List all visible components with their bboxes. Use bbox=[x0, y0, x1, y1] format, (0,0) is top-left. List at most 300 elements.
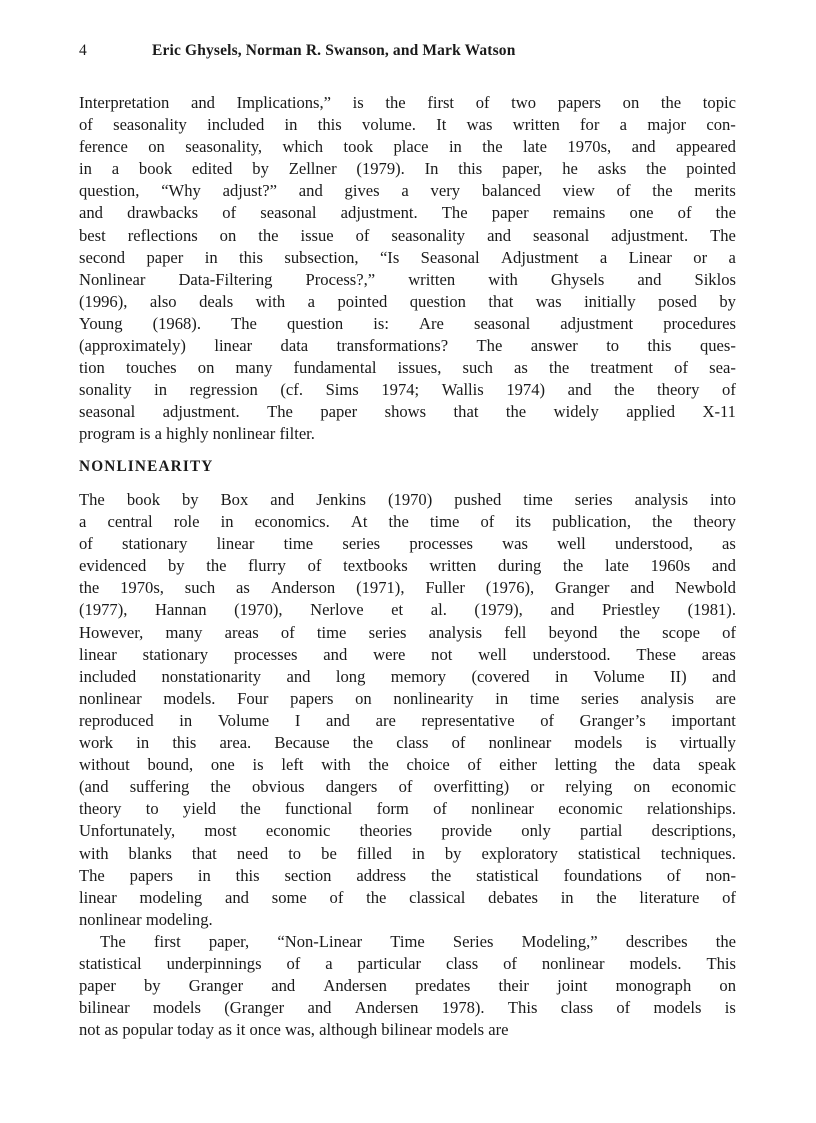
text-word: to bbox=[145, 799, 159, 819]
text-word: only bbox=[521, 821, 551, 841]
text-word: by bbox=[719, 291, 736, 311]
text-word: Volume bbox=[217, 710, 270, 730]
text-word: data bbox=[280, 336, 309, 356]
text-word: Because bbox=[274, 733, 330, 753]
text-word: publication, bbox=[552, 512, 632, 532]
text-word: modeling bbox=[139, 887, 203, 907]
text-word: the bbox=[385, 93, 406, 112]
paragraph-1 bbox=[79, 92, 736, 446]
text-word: models. bbox=[629, 953, 682, 973]
text-word: and bbox=[79, 203, 103, 223]
text-word: nonstationarity bbox=[161, 666, 262, 686]
text-word: a bbox=[401, 181, 409, 201]
text-word: the bbox=[646, 159, 667, 179]
text-word: form bbox=[376, 799, 409, 819]
text-word: The bbox=[79, 490, 105, 509]
text-word: 1970s, bbox=[120, 578, 164, 598]
text-word: of bbox=[677, 203, 692, 223]
text-word: to bbox=[606, 336, 620, 356]
text-word: time bbox=[429, 512, 460, 532]
text-word: nonlinear bbox=[471, 799, 534, 819]
text-word: was bbox=[502, 534, 528, 554]
text-word: of bbox=[467, 755, 482, 775]
text-word: with bbox=[488, 269, 518, 289]
text-word: and bbox=[298, 181, 323, 201]
text-word: areas bbox=[701, 644, 736, 664]
text-word: this bbox=[239, 247, 263, 267]
text-word: seasonal bbox=[473, 313, 531, 333]
text-word: series bbox=[574, 490, 613, 509]
text-word: Implications,” bbox=[236, 93, 332, 112]
text-word: was bbox=[466, 115, 493, 135]
text-word: literature bbox=[639, 887, 700, 907]
text-line bbox=[79, 511, 736, 533]
text-word: this bbox=[317, 115, 342, 135]
text-word: need bbox=[236, 843, 269, 863]
text-word: adjustment. bbox=[611, 225, 689, 245]
text-word: joint bbox=[557, 976, 588, 996]
text-word: The bbox=[231, 313, 257, 333]
text-word: the bbox=[614, 755, 636, 775]
text-word: 1978). bbox=[441, 998, 485, 1018]
text-word: paper, bbox=[208, 931, 250, 951]
text-word: papers bbox=[290, 688, 334, 708]
text-word: of bbox=[540, 710, 555, 730]
text-word: this bbox=[235, 865, 260, 885]
text-word: of bbox=[722, 622, 736, 642]
text-word: and bbox=[711, 556, 736, 576]
text-word: stationary bbox=[122, 534, 188, 554]
text-word: Unfortunately, bbox=[79, 821, 176, 841]
text-word: economic bbox=[558, 799, 623, 819]
text-word: and bbox=[712, 666, 736, 686]
text-word: of bbox=[79, 115, 93, 135]
text-word: textbooks bbox=[343, 556, 408, 576]
text-word: with bbox=[255, 291, 286, 311]
text-word: class bbox=[445, 953, 479, 973]
text-word: that bbox=[488, 291, 514, 311]
text-word: particular bbox=[357, 953, 422, 973]
text-word: economic bbox=[671, 777, 736, 797]
text-line bbox=[79, 953, 736, 975]
text-word: by bbox=[444, 843, 462, 863]
text-word: exploratory bbox=[481, 843, 558, 863]
text-word: and bbox=[307, 998, 332, 1018]
text-line bbox=[79, 158, 736, 180]
text-word: nonlinear bbox=[488, 733, 552, 753]
text-word: Priestley bbox=[601, 600, 661, 620]
text-word: memory bbox=[390, 666, 447, 686]
text-word: central bbox=[107, 512, 153, 532]
text-word: time bbox=[523, 490, 553, 509]
text-word: seasonal bbox=[532, 225, 590, 245]
text-word: the bbox=[660, 93, 682, 112]
text-word: “Is bbox=[379, 247, 400, 267]
text-word: are bbox=[375, 710, 396, 730]
text-word: theory bbox=[693, 512, 736, 532]
text-word: describes bbox=[625, 931, 688, 951]
text-word: this bbox=[172, 733, 197, 753]
text-word: edited bbox=[191, 159, 233, 179]
text-word: a bbox=[325, 953, 333, 973]
text-word: (1976), bbox=[485, 578, 535, 598]
text-word: on bbox=[197, 358, 215, 378]
text-word: linear bbox=[214, 336, 253, 356]
text-word: ference bbox=[79, 137, 128, 157]
text-word: Granger’s bbox=[579, 710, 646, 730]
text-word: Time bbox=[390, 931, 425, 951]
text-word: the bbox=[430, 865, 452, 885]
text-word: this bbox=[458, 159, 483, 179]
text-word: beyond bbox=[548, 622, 598, 642]
text-word: issue bbox=[300, 225, 334, 245]
text-word: with bbox=[79, 843, 109, 863]
text-word: the bbox=[652, 512, 673, 532]
text-word: written bbox=[408, 269, 456, 289]
text-word: in bbox=[136, 733, 150, 753]
text-line bbox=[79, 975, 736, 997]
text-word: letting bbox=[554, 755, 597, 775]
text-word: is bbox=[352, 93, 364, 112]
text-word: of bbox=[722, 887, 736, 907]
text-word: and bbox=[487, 225, 512, 245]
text-word: (approximately) bbox=[79, 336, 186, 356]
text-word: X-11 bbox=[702, 402, 736, 422]
text-word: the bbox=[548, 358, 570, 378]
text-word: 1974) bbox=[506, 380, 546, 400]
text-line bbox=[79, 269, 736, 291]
text-word: written bbox=[512, 115, 560, 135]
text-word: (covered bbox=[471, 666, 530, 686]
text-line bbox=[79, 887, 736, 909]
text-word: question bbox=[409, 291, 466, 311]
text-word: (1981). bbox=[687, 600, 736, 620]
text-line bbox=[79, 202, 736, 224]
text-word: volume. bbox=[362, 115, 416, 135]
text-word: late bbox=[523, 137, 547, 157]
text-word: during bbox=[498, 556, 542, 576]
text-word: is bbox=[645, 733, 657, 753]
text-word: series bbox=[581, 688, 619, 708]
text-word: drawbacks bbox=[127, 203, 199, 223]
text-line bbox=[79, 798, 736, 820]
text-line bbox=[79, 555, 736, 577]
text-word: fundamental bbox=[293, 358, 377, 378]
text-word: the bbox=[210, 777, 231, 797]
text-word: of bbox=[616, 998, 631, 1018]
text-line bbox=[79, 865, 736, 887]
text-word: sea- bbox=[709, 358, 736, 378]
text-word: the bbox=[715, 931, 736, 951]
text-line bbox=[79, 180, 736, 202]
text-word: in bbox=[495, 688, 509, 708]
text-word: provide bbox=[441, 821, 493, 841]
running-head-authors: Eric Ghysels, Norman R. Swanson, and Mark Watson bbox=[152, 42, 516, 59]
text-word: by bbox=[182, 490, 199, 509]
text-word: (cf. bbox=[280, 380, 303, 400]
text-word: many bbox=[235, 358, 273, 378]
text-word: and bbox=[190, 93, 215, 112]
text-word: appeared bbox=[676, 137, 736, 157]
text-word: models bbox=[574, 733, 623, 753]
text-word: time bbox=[529, 688, 560, 708]
text-line bbox=[79, 688, 736, 710]
text-line bbox=[79, 666, 736, 688]
text-word: foundations bbox=[563, 865, 643, 885]
text-word: view bbox=[562, 181, 595, 201]
text-word: Process?,” bbox=[305, 269, 376, 289]
text-word: very bbox=[430, 181, 461, 201]
text-word: al. bbox=[430, 600, 447, 620]
text-word: classical bbox=[409, 887, 466, 907]
text-word: dangers bbox=[325, 777, 378, 797]
text-line bbox=[79, 599, 736, 621]
text-word: place bbox=[393, 137, 429, 157]
text-word: models. bbox=[163, 688, 216, 708]
text-word: question bbox=[286, 313, 344, 333]
text-word: of bbox=[451, 733, 466, 753]
text-line bbox=[79, 710, 736, 732]
text-word: major bbox=[647, 115, 687, 135]
text-word: included bbox=[79, 666, 137, 686]
text-word: the bbox=[206, 556, 227, 576]
text-word: to bbox=[288, 843, 302, 863]
text-word: nonlinear bbox=[79, 688, 142, 708]
text-line bbox=[79, 931, 736, 953]
text-word: However, bbox=[79, 622, 144, 642]
text-word: touches bbox=[125, 358, 177, 378]
text-line bbox=[79, 533, 736, 555]
text-word: techniques. bbox=[660, 843, 736, 863]
text-word: seasonality bbox=[391, 225, 466, 245]
text-line bbox=[79, 843, 736, 865]
text-word: on bbox=[219, 225, 237, 245]
text-word: and bbox=[271, 976, 296, 996]
text-word: bilinear bbox=[79, 998, 130, 1018]
text-word: pushed bbox=[454, 490, 502, 509]
text-word: linear bbox=[79, 887, 117, 907]
text-word: of bbox=[286, 953, 301, 973]
text-line bbox=[79, 489, 736, 511]
text-word: the bbox=[652, 181, 673, 201]
text-word: Hannan bbox=[154, 600, 207, 620]
text-word: Ghysels bbox=[550, 269, 605, 289]
text-word: in bbox=[411, 843, 425, 863]
text-word: Anderson bbox=[270, 578, 336, 598]
text-word: such bbox=[184, 578, 216, 598]
text-word: deals bbox=[199, 291, 234, 311]
text-word: in bbox=[204, 247, 218, 267]
text-word: Andersen bbox=[354, 998, 419, 1018]
text-word: as bbox=[722, 534, 736, 554]
text-word: the bbox=[388, 512, 409, 532]
text-word: of bbox=[674, 358, 688, 378]
text-word: such bbox=[462, 358, 493, 378]
text-word: with bbox=[321, 755, 351, 775]
text-word: on bbox=[622, 93, 640, 112]
text-word: 1960s bbox=[650, 556, 691, 576]
text-word: of bbox=[222, 203, 237, 223]
text-line bbox=[79, 401, 736, 423]
text-word: The bbox=[710, 225, 736, 245]
text-word: the bbox=[79, 578, 100, 598]
text-word: seasonal bbox=[79, 402, 136, 422]
text-word: predates bbox=[415, 976, 471, 996]
text-word: area. bbox=[219, 733, 252, 753]
text-word: took bbox=[343, 137, 374, 157]
text-word: “Non-Linear bbox=[277, 931, 363, 951]
text-line bbox=[79, 136, 736, 158]
text-word: linear bbox=[79, 644, 117, 664]
text-word: Sims bbox=[325, 380, 359, 400]
text-word: statistical bbox=[578, 843, 641, 863]
text-word: sonality bbox=[79, 380, 132, 400]
text-word: papers bbox=[129, 865, 173, 885]
text-word: analysis bbox=[640, 688, 694, 708]
text-word: filled bbox=[356, 843, 392, 863]
text-word: balanced bbox=[481, 181, 541, 201]
text-word: models bbox=[153, 998, 201, 1018]
text-word: paper bbox=[79, 976, 116, 996]
text-word: of bbox=[475, 93, 490, 112]
text-word: of bbox=[480, 512, 495, 532]
text-word: (and bbox=[79, 777, 109, 797]
text-word: without bbox=[79, 755, 130, 775]
text-word: The bbox=[100, 931, 126, 951]
text-word: statistical bbox=[476, 865, 539, 885]
text-word: seasonal bbox=[260, 203, 317, 223]
text-word: ques- bbox=[699, 336, 736, 356]
text-word: functional bbox=[284, 799, 353, 819]
text-word: the bbox=[619, 622, 640, 642]
text-word: linear bbox=[216, 534, 255, 554]
text-word: blanks bbox=[128, 843, 172, 863]
text-word: tion bbox=[79, 358, 105, 378]
text-word: a bbox=[599, 247, 608, 267]
text-word: Siklos bbox=[694, 269, 736, 289]
text-word: that bbox=[191, 843, 217, 863]
text-word: Data-Filtering bbox=[178, 269, 273, 289]
text-word: of bbox=[355, 225, 370, 245]
text-word: this bbox=[647, 336, 672, 356]
text-word: on bbox=[355, 688, 372, 708]
text-word: non- bbox=[705, 865, 736, 885]
page-number: 4 bbox=[79, 42, 87, 59]
text-word: section bbox=[284, 865, 332, 885]
text-word: second bbox=[79, 247, 126, 267]
text-word: analysis bbox=[428, 622, 483, 642]
text-word: transformations? bbox=[336, 336, 449, 356]
text-word: pointed bbox=[337, 291, 388, 311]
text-word: virtually bbox=[679, 733, 736, 753]
text-word: in bbox=[554, 666, 568, 686]
text-word: a bbox=[307, 291, 315, 311]
text-word: and bbox=[270, 490, 295, 509]
text-word: papers bbox=[557, 93, 601, 112]
text-line: not as popular today as it once was, although bilinear models are bbox=[79, 1020, 509, 1040]
text-word: economics. bbox=[254, 512, 330, 532]
text-word: understood, bbox=[614, 534, 693, 554]
text-word: into bbox=[710, 490, 736, 509]
text-word: answer bbox=[530, 336, 578, 356]
text-word: for bbox=[580, 115, 600, 135]
text-word: underpinnings bbox=[166, 953, 262, 973]
text-word: overfitting) bbox=[433, 777, 510, 797]
text-line: program is a highly nonlinear filter. bbox=[79, 424, 315, 444]
text-word: and bbox=[225, 887, 249, 907]
text-word: a bbox=[619, 115, 628, 135]
text-word: the bbox=[366, 887, 387, 907]
text-word: nonlinearity bbox=[393, 688, 474, 708]
text-word: con- bbox=[706, 115, 736, 135]
text-word: many bbox=[165, 622, 203, 642]
text-word: Granger bbox=[188, 976, 244, 996]
text-word: series bbox=[368, 622, 407, 642]
text-word: well bbox=[478, 644, 507, 664]
text-word: a bbox=[79, 512, 87, 532]
text-word: reproduced bbox=[79, 710, 154, 730]
text-word: flurry bbox=[248, 556, 286, 576]
text-word: statistical bbox=[79, 953, 142, 973]
text-word: adjustment. bbox=[162, 402, 240, 422]
text-word: procedures bbox=[663, 313, 736, 333]
text-word: in bbox=[448, 137, 462, 157]
text-word: and bbox=[637, 269, 662, 289]
text-word: of bbox=[307, 556, 322, 576]
text-word: important bbox=[671, 710, 736, 730]
text-word: by bbox=[144, 976, 161, 996]
text-word: The bbox=[476, 336, 503, 356]
text-word: stationary bbox=[142, 644, 209, 664]
text-word: and bbox=[630, 578, 655, 598]
text-word: Granger bbox=[555, 578, 610, 598]
text-word: The bbox=[79, 865, 105, 885]
text-word: first bbox=[427, 93, 455, 112]
text-word: or bbox=[693, 247, 708, 267]
text-word: scope bbox=[662, 622, 700, 642]
text-word: the bbox=[482, 137, 503, 157]
text-word: speak bbox=[698, 755, 736, 775]
text-line bbox=[79, 313, 736, 335]
text-word: first bbox=[153, 931, 181, 951]
text-word: in bbox=[220, 512, 234, 532]
text-word: most bbox=[204, 821, 237, 841]
text-word: adjust?” bbox=[222, 181, 277, 201]
text-word: the bbox=[614, 380, 635, 400]
text-word: theory bbox=[79, 799, 122, 819]
text-word: left bbox=[281, 755, 304, 775]
running-head bbox=[79, 42, 736, 64]
text-word: reflections bbox=[127, 225, 198, 245]
text-line bbox=[79, 225, 736, 247]
text-word: not bbox=[431, 644, 453, 664]
text-word: the bbox=[505, 402, 527, 422]
text-word: nonlinear bbox=[541, 953, 605, 973]
text-word: on bbox=[148, 137, 165, 157]
text-word: obvious bbox=[252, 777, 305, 797]
text-line bbox=[79, 622, 736, 644]
text-word: gives bbox=[344, 181, 380, 201]
text-word: was bbox=[535, 291, 562, 311]
text-word: late bbox=[604, 556, 629, 576]
text-word: he bbox=[562, 159, 578, 179]
text-word: in bbox=[154, 380, 168, 400]
text-word: Nerlove bbox=[310, 600, 364, 620]
text-word: economic bbox=[265, 821, 331, 841]
text-word: on bbox=[719, 976, 736, 996]
text-word: paper bbox=[491, 203, 529, 223]
text-word: its bbox=[515, 512, 532, 532]
